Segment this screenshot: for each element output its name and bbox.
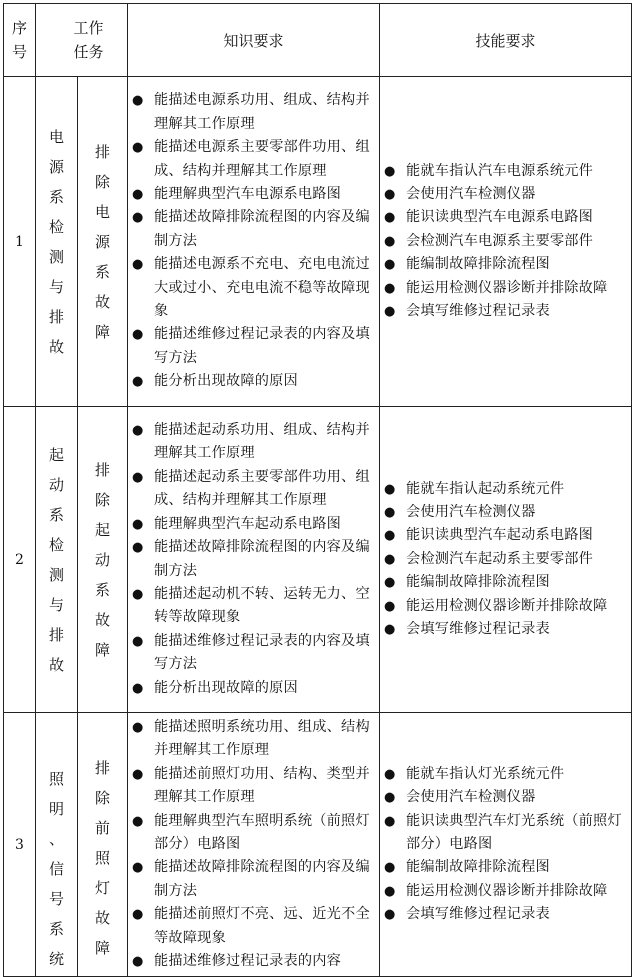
list-item: ● 会填写维修过程记录表 — [384, 618, 629, 641]
list-item: ● 能分析出现故障的原因 — [132, 677, 377, 700]
list-item: ● 能描述照明系统功用、组成、结构并理解其工作原理 — [132, 716, 377, 763]
knowledge-list — [128, 713, 379, 976]
list-item: ● 能理解典型汽车起动系电路图 — [132, 513, 377, 536]
row-number: 1 — [4, 77, 36, 407]
list-item: ● 能描述故障排除流程图的内容及编制方法 — [132, 536, 377, 583]
module-name: 照 明 、 信 号 系 统 — [36, 713, 78, 977]
list-item: ● 能描述维修过程记录表的内容及填写方法 — [132, 323, 377, 370]
list-item: ● 能识读典型汽车电源系电路图 — [384, 206, 629, 229]
list-item: ● 能运用检测仪器诊断并排除故障 — [384, 880, 629, 903]
list-item: ● 能就车指认起动系统元件 — [384, 478, 629, 501]
list-item: ● 能描述故障排除流程图的内容及编制方法 — [132, 206, 377, 253]
knowledge-list-cell — [128, 407, 380, 713]
module-name: 起 动 系 检 测 与 排 故 — [36, 407, 78, 713]
list-item: ● 会使用汽车检测仪器 — [384, 183, 629, 206]
list-item: ● 能运用检测仪器诊断并排除故障 — [384, 277, 629, 300]
list-item: ● 会填写维修过程记录表 — [384, 903, 629, 926]
list-item: ● 能编制故障排除流程图 — [384, 571, 629, 594]
knowledge-list-cell — [128, 77, 380, 407]
skill-list-cell — [380, 77, 632, 407]
list-item: ● 会填写维修过程记录表 — [384, 300, 629, 323]
list-item: ● 会检测汽车起动系主要零部件 — [384, 548, 629, 571]
list-item: ● 能描述起动系主要零部件功用、组成、结构并理解其工作原理 — [132, 466, 377, 513]
list-item: ● 能描述起动系功用、组成、结构并理解其工作原理 — [132, 419, 377, 466]
header-knowledge: 知识要求 — [128, 4, 380, 77]
row-number: 2 — [4, 407, 36, 713]
task-name: 排 除 前 照 灯 故 障 — [78, 713, 128, 977]
list-item: ● 能就车指认灯光系统元件 — [384, 763, 629, 786]
list-item: ● 能就车指认汽车电源系统元件 — [384, 160, 629, 183]
skill-list-cell — [380, 407, 632, 713]
table-row — [4, 713, 632, 977]
list-item: ● 能描述电源系主要零部件功用、组成、结构并理解其工作原理 — [132, 136, 377, 183]
skill-list — [380, 475, 631, 645]
list-item: ● 能描述维修过程记录表的内容及填写方法 — [132, 630, 377, 677]
header-seq: 序 号 — [4, 4, 36, 77]
list-item: ● 能描述起动机不转、运转无力、空转等故障现象 — [132, 583, 377, 630]
task-name: 排 除 电 源 系 故 障 — [78, 77, 128, 407]
list-item: ● 能理解典型汽车电源系电路图 — [132, 183, 377, 206]
list-item: ● 能理解典型汽车照明系统（前照灯部分）电路图 — [132, 810, 377, 857]
skill-list — [380, 760, 631, 930]
list-item: ● 能描述前照灯功用、结构、类型并理解其工作原理 — [132, 763, 377, 810]
header-skill: 技能要求 — [380, 4, 632, 77]
list-item: ● 能描述电源系功用、组成、结构并理解其工作原理 — [132, 89, 377, 136]
curriculum-table — [3, 3, 632, 977]
header-task: 工作 任务 — [36, 4, 128, 77]
row-number: 3 — [4, 713, 36, 977]
list-item: ● 能运用检测仪器诊断并排除故障 — [384, 595, 629, 618]
list-item: ● 能分析出现故障的原因 — [132, 370, 377, 393]
list-item: ● 能描述故障排除流程图的内容及编制方法 — [132, 856, 377, 903]
module-name: 电 源 系 检 测 与 排 故 — [36, 77, 78, 407]
list-item: ● 能编制故障排除流程图 — [384, 856, 629, 879]
task-name: 排 除 起 动 系 故 障 — [78, 407, 128, 713]
list-item: ● 能描述前照灯不亮、远、近光不全等故障现象 — [132, 903, 377, 950]
list-item: ● 能描述电源系不充电、充电电流过大或过小、充电电流不稳等故障现象 — [132, 253, 377, 323]
knowledge-list — [128, 86, 379, 396]
skill-list-cell — [380, 713, 632, 977]
list-item: ● 会使用汽车检测仪器 — [384, 501, 629, 524]
table-row — [4, 77, 632, 407]
list-item: ● 会使用汽车检测仪器 — [384, 786, 629, 809]
knowledge-list-cell — [128, 713, 380, 977]
list-item: ● 能识读典型汽车起动系电路图 — [384, 524, 629, 547]
list-item: ● 能识读典型汽车灯光系统（前照灯部分）电路图 — [384, 810, 629, 857]
list-item: ● 会检测汽车电源系主要零部件 — [384, 230, 629, 253]
list-item: ● 能编制故障排除流程图 — [384, 253, 629, 276]
knowledge-list — [128, 416, 379, 703]
header-row — [4, 4, 632, 77]
skill-list — [380, 157, 631, 327]
table-row — [4, 407, 632, 713]
list-item: ● 能描述维修过程记录表的内容 — [132, 950, 377, 973]
